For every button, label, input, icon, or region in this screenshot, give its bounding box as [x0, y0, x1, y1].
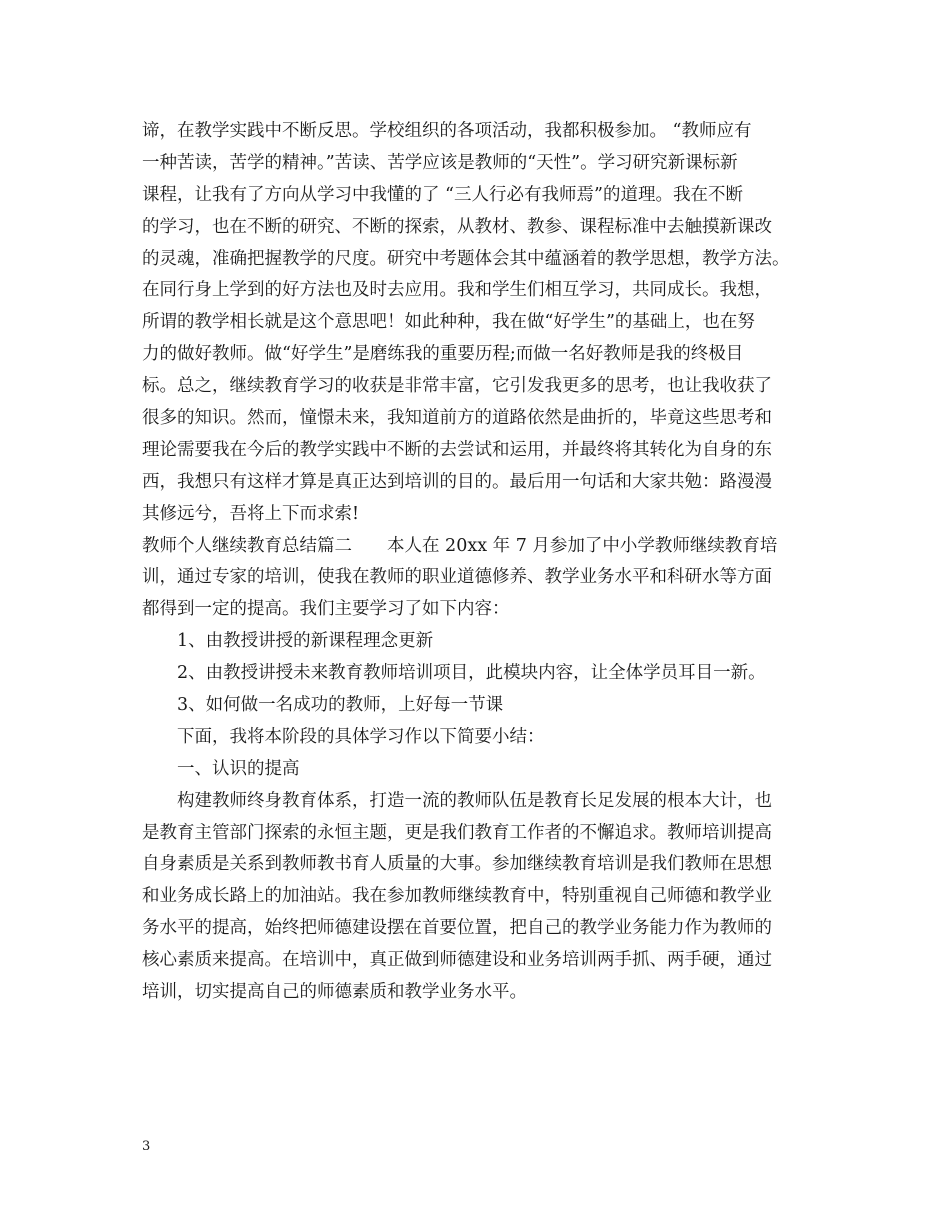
text-line: 课程，让我有了方向从学习中我懂的了 “三人行必有我师焉”的道理。我在不断 [142, 184, 743, 205]
text-line: 教师个人继续教育总结篇二 本人在 20xx 年 7 月参加了中小学教师继续教育培 [142, 535, 778, 556]
text-line: 其修远兮，吾将上下而求索! [142, 503, 360, 524]
page-number: 3 [142, 1139, 151, 1154]
text-line: 自身素质是关系到教师教书育人质量的大事。参加继续教育培训是我们教师在思想 [142, 854, 772, 875]
text-line: 西，我想只有这样才算是真正达到培训的目的。最后用一句话和大家共勉：路漫漫 [142, 471, 772, 492]
text-line: 3、如何做一名成功的教师，上好每一节课 [177, 695, 504, 716]
text-line: 1、由教授讲授的新课程理念更新 [177, 631, 434, 652]
text-line: 和业务成长路上的加油站。我在参加教师继续教育中，特别重视自己师德和教学业 [142, 886, 772, 907]
text-line: 构建教师终身教育体系，打造一流的教师队伍是教育长足发展的根本大计，也 [177, 790, 772, 811]
text-line: 训，通过专家的培训，使我在教师的职业道德修养、教学业务水平和科研水等方面 [142, 567, 772, 588]
text-line: 在同行身上学到的好方法也及时去应用。我和学生们相互学习，共同成长。我想， [142, 280, 772, 301]
text-line: 务水平的提高，始终把师德建设摆在首要位置，把自己的教学业务能力作为教师的 [142, 918, 772, 939]
text-line: 一种苦读，苦学的精神。”苦读、苦学应该是教师的“天性”。学习研究新课标新 [142, 152, 738, 173]
text-line: 的学习，也在不断的研究、不断的探索，从教材、教参、课程标准中去触摸新课改 [142, 216, 772, 237]
text-line: 培训，切实提高自己的师德素质和教学业务水平。 [142, 982, 527, 1003]
text-line: 2、由教授讲授未来教育教师培训项目，此模块内容，让全体学员耳目一新。 [177, 663, 766, 684]
text-line: 谛，在教学实践中不断反思。学校组织的各项活动，我都积极参加。 “教师应有 [142, 121, 752, 141]
document-body [142, 116, 822, 1009]
text-line: 的灵魂，准确把握教学的尺度。研究中考题体会其中蕴涵着的教学思想，教学方法。 [142, 248, 790, 269]
text-line: 力的做好教师。做“好学生”是磨练我的重要历程;而做一名好教师是我的终极目 [142, 344, 744, 365]
text-line: 标。总之，继续教育学习的收获是非常丰富，它引发我更多的思考，也让我收获了 [142, 376, 772, 397]
text-line: 下面，我将本阶段的具体学习作以下简要小结： [177, 726, 545, 747]
text-line: 是教育主管部门探索的永恒主题，更是我们教育工作者的不懈追求。教师培训提高 [142, 822, 772, 843]
text-line: 很多的知识。然而，憧憬未来，我知道前方的道路依然是曲折的，毕竟这些思考和 [142, 408, 772, 429]
text-line: 都得到一定的提高。我们主要学习了如下内容： [142, 599, 510, 620]
text-line: 一、认识的提高 [177, 758, 300, 779]
text-line: 核心素质来提高。在培训中，真正做到师德建设和业务培训两手抓、两手硬，通过 [142, 950, 772, 971]
text-line: 所谓的教学相长就是这个意思吧！如此种种，我在做“好学生”的基础上，也在努 [142, 312, 755, 333]
text-line: 理论需要我在今后的教学实践中不断的去尝试和运用，并最终将其转化为自身的东 [142, 439, 772, 460]
